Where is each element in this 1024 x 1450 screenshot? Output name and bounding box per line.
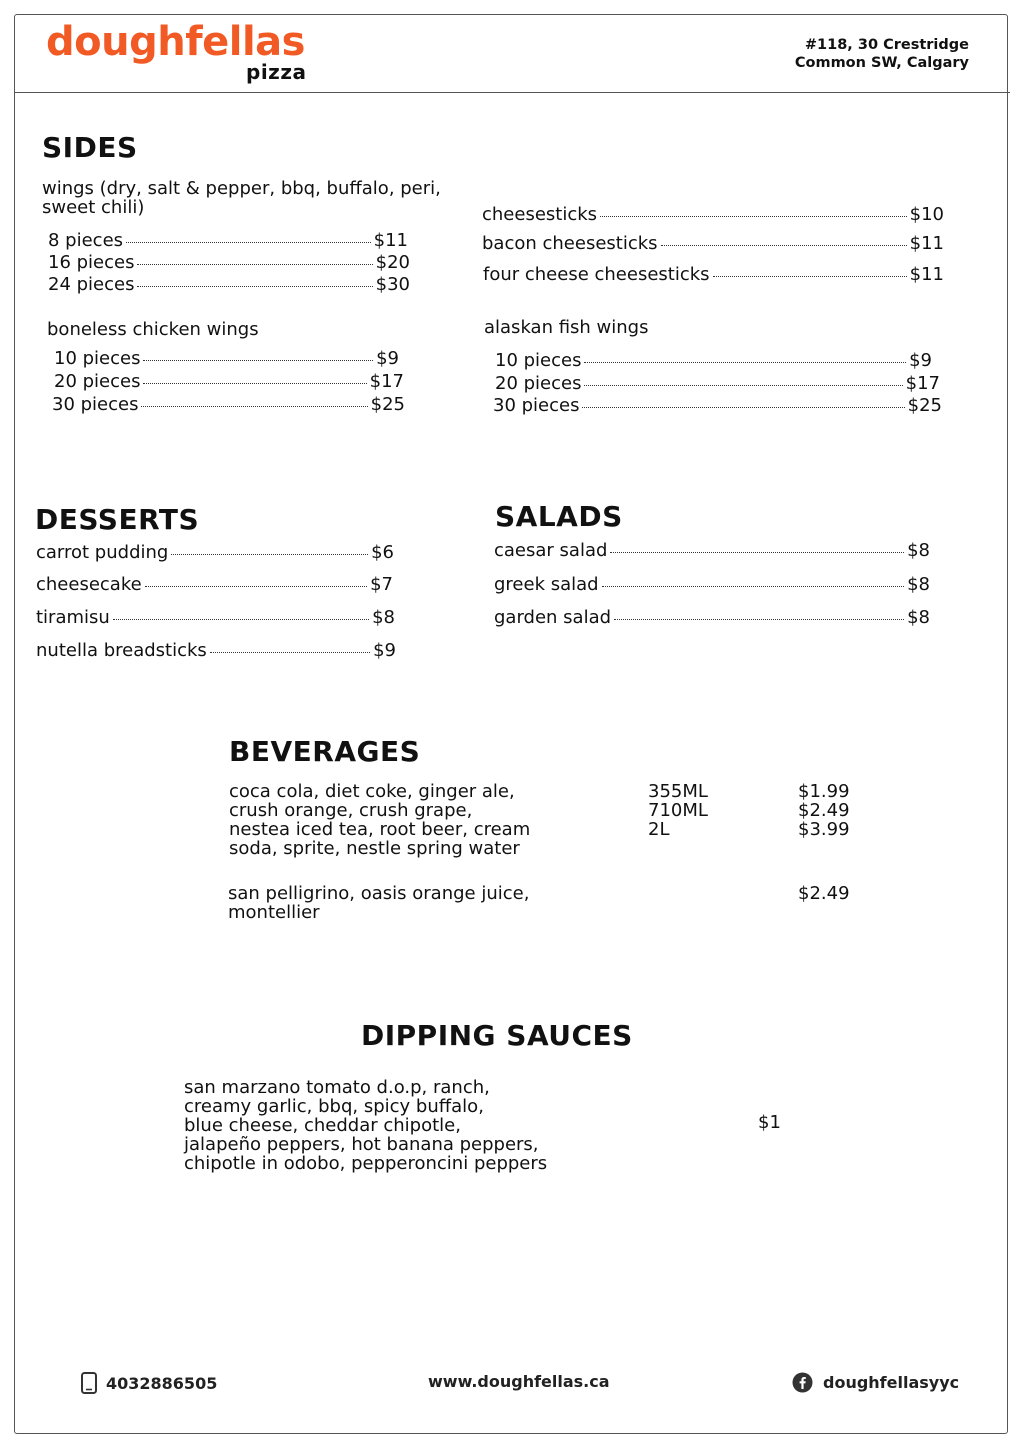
item-name: caesar salad (494, 540, 608, 561)
item-name: garden salad (494, 607, 612, 628)
item-name: greek salad (494, 574, 599, 595)
leader-dots (600, 216, 907, 217)
website-link: www.doughfellas.ca (428, 1372, 610, 1391)
item-price: $8 (907, 540, 930, 561)
fish-wings-label: alaskan fish wings (484, 317, 649, 338)
menu-item (52, 394, 405, 416)
item-price: $1.99 (798, 781, 850, 802)
leader-dots (171, 554, 368, 555)
item-name: bacon cheesesticks (482, 233, 658, 254)
leader-dots (137, 286, 372, 287)
menu-item (48, 230, 408, 252)
leader-dots (582, 407, 904, 408)
leader-dots (584, 362, 906, 363)
wings-label-line: sweet chili) (42, 197, 145, 218)
size-label: 710ML (648, 800, 708, 821)
leader-dots (602, 586, 905, 587)
item-name: cheesesticks (482, 204, 598, 225)
sauce-line: blue cheese, cheddar chipotle, (184, 1115, 461, 1136)
beverage-prices (798, 782, 850, 839)
menu-item (48, 274, 410, 296)
facebook-icon (792, 1372, 813, 1393)
item-name: 24 pieces (48, 274, 135, 295)
item-price: $30 (375, 274, 410, 295)
sauce-line: chipotle in odobo, pepperoncini peppers (184, 1153, 548, 1174)
menu-item (36, 542, 394, 564)
item-price: $11 (909, 264, 944, 285)
beverage-line: nestea iced tea, root beer, cream (229, 819, 531, 840)
item-price: $9 (373, 640, 396, 661)
beverage-line: san pelligrino, oasis orange juice, (228, 883, 530, 904)
item-price: $17 (905, 373, 940, 394)
leader-dots (614, 619, 904, 620)
item-price: $20 (375, 252, 410, 273)
beverage-sizes (648, 782, 708, 839)
beverage-line: crush orange, crush grape, (229, 800, 473, 821)
phone-number: 4032886505 (106, 1373, 218, 1393)
item-name: tiramisu (36, 607, 110, 628)
sauce-line: san marzano tomato d.o.p, ranch, (184, 1077, 490, 1098)
item-name: 30 pieces (493, 395, 580, 416)
sauce-line: creamy garlic, bbq, spicy buffalo, (184, 1096, 484, 1117)
boneless-label: boneless chicken wings (47, 319, 259, 340)
item-name: carrot pudding (36, 542, 169, 563)
desserts-heading: DESSERTS (35, 503, 200, 536)
item-price: $3.99 (798, 819, 850, 840)
size-label: 355ML (648, 781, 708, 802)
footer-phone[interactable] (80, 1372, 217, 1394)
wings-label-line: wings (dry, salt & pepper, bbq, buffalo, peri, (42, 178, 441, 199)
dipping-sauces-heading: DIPPING SAUCES (361, 1019, 633, 1052)
item-price: $10 (909, 204, 944, 225)
item-name: 10 pieces (495, 350, 582, 371)
leader-dots (145, 586, 367, 587)
menu-item (495, 373, 940, 395)
leader-dots (610, 552, 904, 553)
item-price: $8 (907, 607, 930, 628)
item-price: $2.49 (798, 800, 850, 821)
item-name: four cheese cheesesticks (483, 264, 710, 285)
item-name: 30 pieces (52, 394, 139, 415)
item-name: 20 pieces (495, 373, 582, 394)
item-price: $17 (369, 371, 404, 392)
item-name: 8 pieces (48, 230, 124, 251)
beverage-list-premium (228, 884, 529, 922)
menu-item (36, 640, 396, 662)
item-name: cheesecake (36, 574, 142, 595)
menu-item (54, 348, 399, 370)
item-name: nutella breadsticks (36, 640, 207, 661)
logo-wordmark: doughfellas (46, 19, 305, 65)
menu-item (483, 264, 944, 286)
menu-item (48, 252, 410, 274)
beverage-line: soda, sprite, nestle spring water (229, 838, 520, 859)
logo-subtitle: pizza (246, 60, 307, 84)
menu-item (482, 204, 944, 226)
beverage-list (229, 782, 530, 858)
wings-label (42, 179, 441, 217)
header-divider (14, 92, 1010, 93)
item-price: $8 (372, 607, 395, 628)
item-price: $25 (370, 394, 405, 415)
leader-dots (126, 242, 371, 243)
leader-dots (661, 245, 907, 246)
item-price: $9 (909, 350, 932, 371)
item-price: $11 (909, 233, 944, 254)
item-price: $6 (371, 542, 394, 563)
menu-page (14, 14, 1008, 1434)
address-line: Common SW, Calgary (794, 55, 969, 71)
sauce-list (184, 1078, 547, 1173)
footer-website[interactable] (428, 1372, 610, 1391)
leader-dots (141, 406, 367, 407)
beverage-line: coca cola, diet coke, ginger ale, (229, 781, 515, 802)
beverages-heading: BEVERAGES (229, 735, 421, 768)
menu-item (36, 607, 395, 629)
leader-dots (143, 383, 366, 384)
size-label: 2L (648, 819, 670, 840)
item-price: $7 (370, 574, 393, 595)
salads-heading: SALADS (495, 500, 623, 533)
social-handle: doughfellasyyc (823, 1373, 960, 1392)
leader-dots (143, 360, 373, 361)
item-price: $1 (758, 1112, 781, 1133)
address-line: #118, 30 Crestridge (804, 37, 969, 53)
menu-item (494, 540, 930, 562)
menu-item (36, 574, 393, 596)
item-price: $9 (376, 348, 399, 369)
leader-dots (713, 276, 907, 277)
item-name: 16 pieces (48, 252, 135, 273)
address (769, 36, 969, 72)
menu-item (495, 350, 932, 372)
menu-item (494, 607, 930, 629)
menu-item (493, 395, 942, 417)
sides-heading: SIDES (42, 131, 138, 164)
item-price: $25 (907, 395, 942, 416)
item-name: 20 pieces (54, 371, 141, 392)
leader-dots (584, 385, 902, 386)
footer-social[interactable] (792, 1372, 959, 1393)
item-price: $11 (373, 230, 408, 251)
menu-item (494, 574, 930, 596)
leader-dots (113, 619, 369, 620)
item-price: $2.49 (798, 883, 850, 904)
phone-icon (80, 1372, 98, 1394)
beverage-line: montellier (228, 902, 320, 923)
item-price: $8 (907, 574, 930, 595)
leader-dots (137, 264, 372, 265)
item-name: 10 pieces (54, 348, 141, 369)
menu-item (482, 233, 944, 255)
menu-item (54, 371, 404, 393)
leader-dots (210, 652, 370, 653)
sauce-line: jalapeño peppers, hot banana peppers, (184, 1134, 539, 1155)
